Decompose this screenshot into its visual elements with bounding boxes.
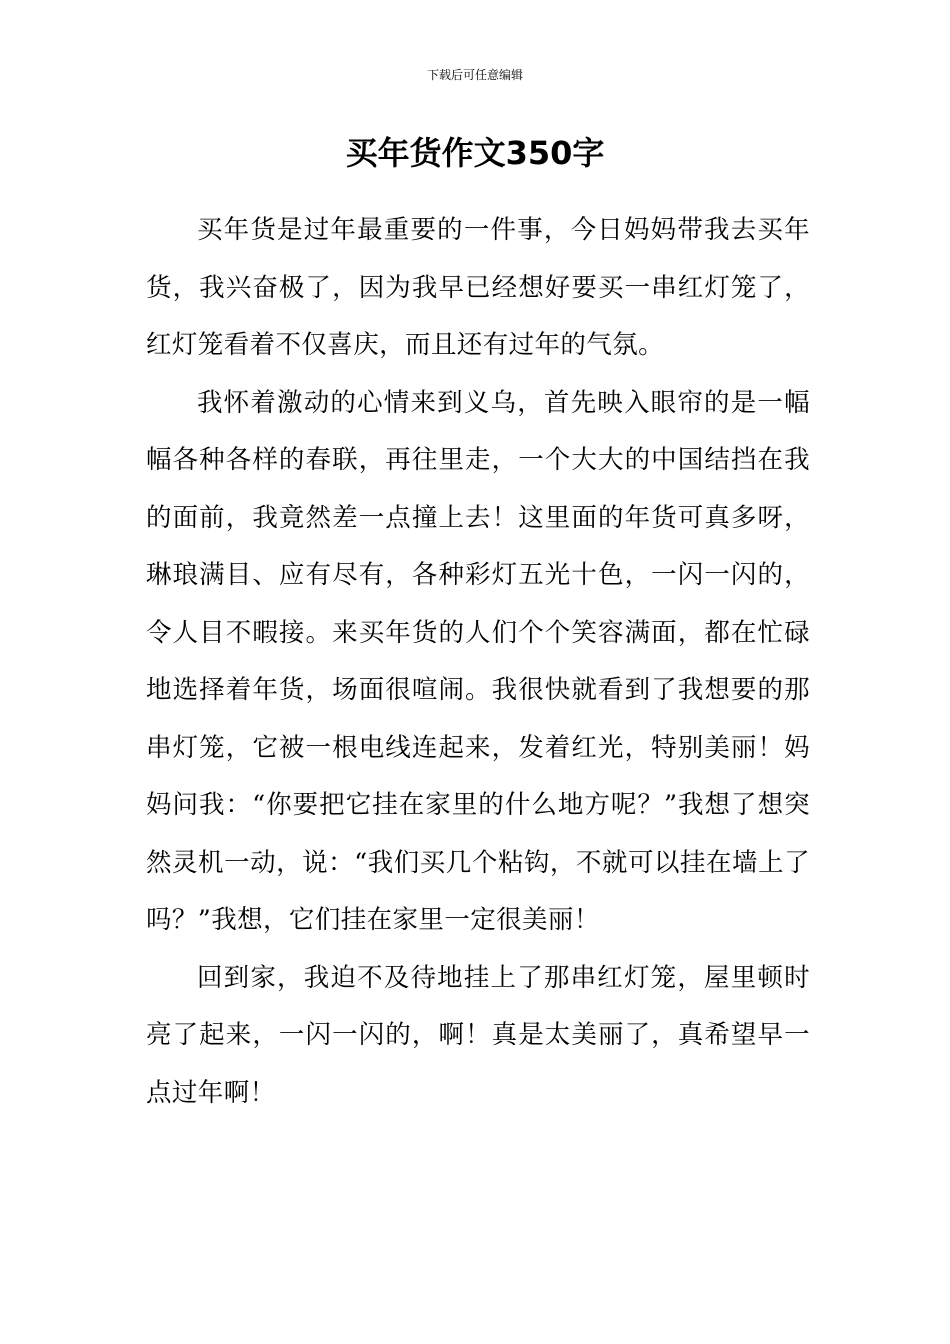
header-note: 下载后可任意编辑	[426, 68, 523, 82]
paragraph-2: 我怀着激动的心情来到义乌，首先映入眼帘的是一幅幅各种各样的春联，再往里走，一个大大的中国结挡在我的面前，我竟然差一点撞上去！这里面的年货可真多呀，琳琅满目、应有尽有，各种彩灯五光十色，一闪一闪的，令人目不暇接。来买年货的人们个个笑容满面，都在忙碌地选择着年货，场面很喧闹。我很快就看到了我想要的那串灯笼，它被一根电线连起来，发着红光，特别美丽！妈妈问我：“你要把它挂在家里的什么地方呢？”我想了想突然灵机一动，说：“我们买几个粘钩，不就可以挂在墙上了吗？”我想，它们挂在家里一定很美丽！	[146, 387, 810, 935]
document-title: 买年货作文350字	[345, 134, 605, 172]
paragraph-3: 回到家，我迫不及待地挂上了那串红灯笼，屋里顿时亮了起来，一闪一闪的，啊！真是太美丽了，真希望早一点过年啊！	[146, 962, 810, 1108]
paragraph-1: 买年货是过年最重要的一件事，今日妈妈带我去买年货，我兴奋极了，因为我早已经想好要买一串红灯笼了，红灯笼看着不仅喜庆，而且还有过年的气氛。	[146, 215, 810, 360]
essay-body	[146, 202, 810, 1122]
